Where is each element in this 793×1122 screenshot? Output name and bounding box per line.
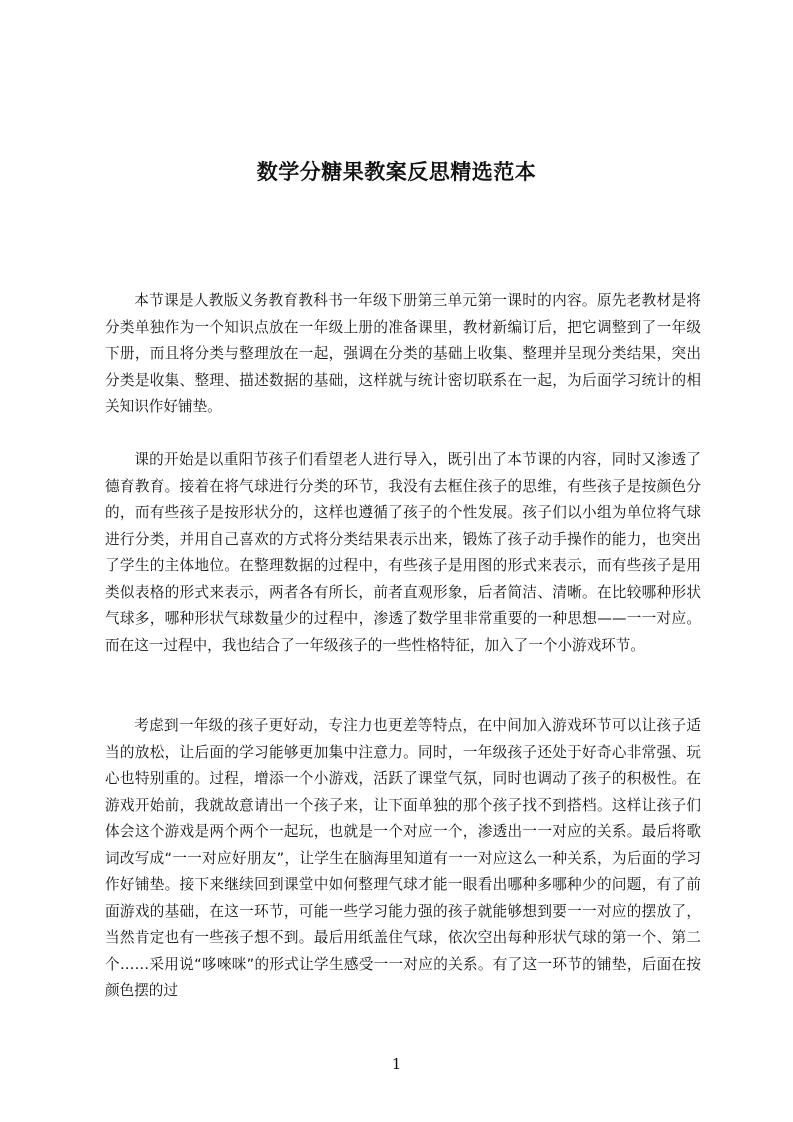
page-number: 1	[391, 1055, 402, 1073]
paragraph-1: 本节课是人教版义务教育教科书一年级下册第三单元第一课时的内容。原先老教材是将分类单独作为一个知识点放在一年级上册的准备课里，教材新编订后，把它调整到了一年级下册，而且将分类与整理放在一起，强调在分类的基础上收集、整理并呈现分类结果，突出分类是收集、整理、描述数据的基础，这样就与统计密切联系在一起，为后面学习统计的相关知识作好铺垫。	[105, 292, 701, 415]
paragraph-3: 考虑到一年级的孩子更好动，专注力也更差等特点，在中间加入游戏环节可以让孩子适当的放松，让后面的学习能够更加集中注意力。同时，一年级孩子还处于好奇心非常强、玩心也特别重的。过程，增添一个小游戏，活跃了课堂气氛，同时也调动了孩子的积极性。在游戏开始前，我就故意请出一个孩子来，让下面单独的那个孩子找不到搭档。这样让孩子们体会这个游戏是两个两个一起玩，也就是一个对应一个，渗透出一一对应的关系。最后将歌词改写成“一一对应好朋友”，让学生在脑海里知道有一一对应这么一种关系，为后面的学习作好铺垫。接下来继续回到课堂中如何整理气球才能一眼看出哪种多哪种少的问题，有了前面游戏的基础，在这一环节，可能一些学习能力强的孩子就能够想到要一一对应的摆放了，当然肯定也有一些孩子想不到。最后用纸盖住气球，依次空出每种形状气球的第一个、第二个……采用说“哆唻咪”的形式让学生感受一一对应的关系。有了这一环节的铺垫，后面在按颜色摆的过	[105, 717, 701, 999]
paragraph-2: 课的开始是以重阳节孩子们看望老人进行导入，既引出了本节课的内容，同时又渗透了德育教育。接着在将气球进行分类的环节，我没有去框住孩子的思维，有些孩子是按颜色分的，而有些孩子是按形状分的，这样也遵循了孩子的个性发展。孩子们以小组为单位将气球进行分类，并用自己喜欢的方式将分类结果表示出来，锻炼了孩子动手操作的能力，也突出了学生的主体地位。在整理数据的过程中，有些孩子是用图的形式来表示，而有些孩子是用类似表格的形式来表示，两者各有所长，前者直观形象，后者简洁、清晰。在比较哪种形状气球多，哪种形状气球数量少的过程中，渗透了数学里非常重要的一种思想——一一对应。而在这一过程中，我也结合了一年级孩子的一些性格特征，加入了一个小游戏环节。	[105, 451, 701, 654]
page-title: 数学分糖果教案反思精选范本	[256, 160, 537, 185]
